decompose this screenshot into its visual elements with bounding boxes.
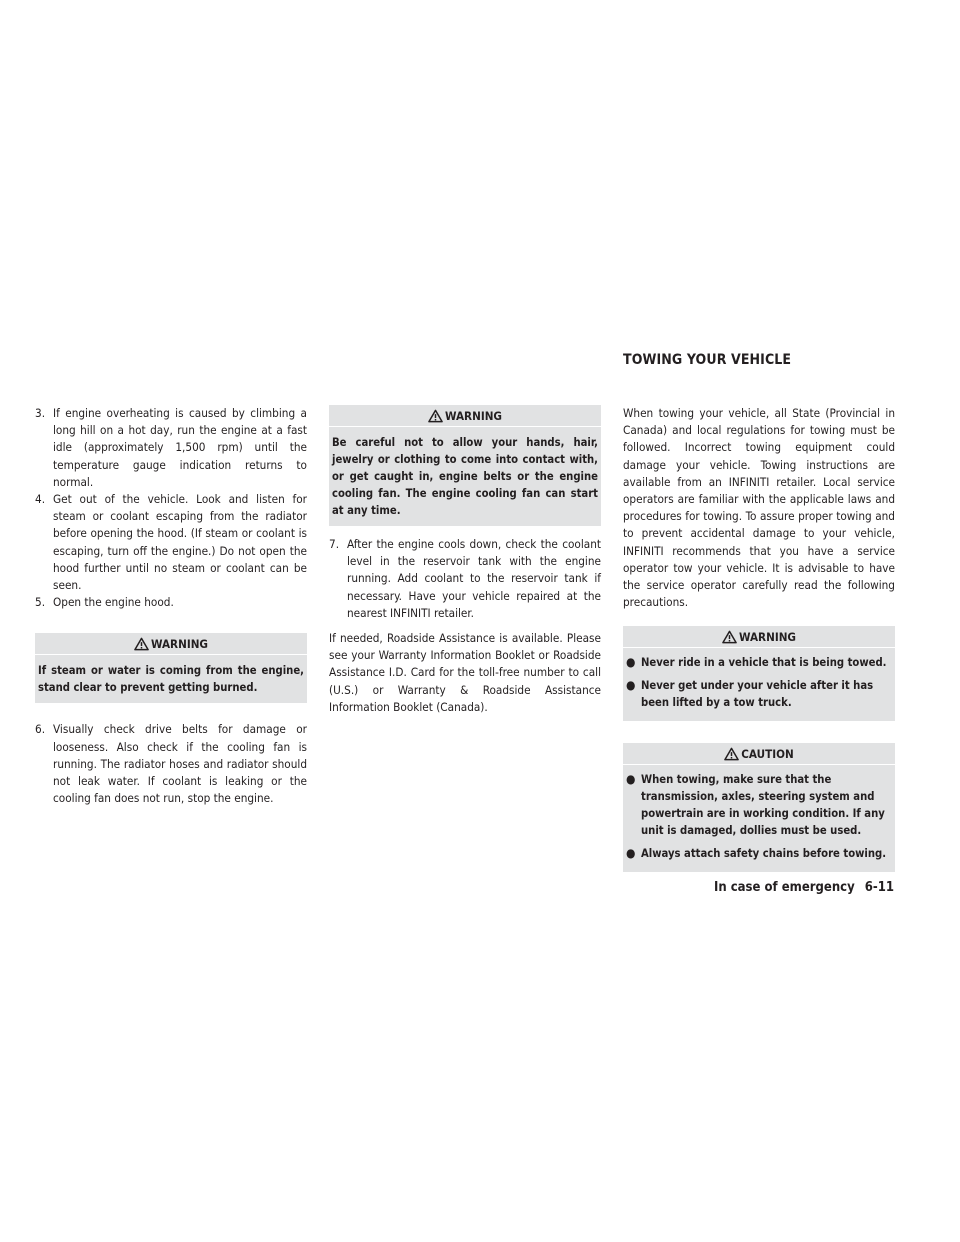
bullet: ● bbox=[626, 772, 636, 787]
step-number: 5. bbox=[35, 595, 46, 610]
caution-list bbox=[623, 765, 895, 872]
warning-title: WARNING bbox=[445, 408, 502, 423]
bullet: ● bbox=[626, 678, 636, 693]
column-2 bbox=[329, 405, 601, 716]
caution-title: CAUTION bbox=[741, 746, 794, 761]
list-item bbox=[626, 845, 892, 862]
step-text: If engine overheating is caused by climbing a long hill on a hot day, run the engine at a fast idle (approximately 1,500 rpm) until the temperature gauge indication returns to normal. bbox=[53, 406, 307, 489]
bullet: ● bbox=[626, 655, 636, 670]
page-number: 6-11 bbox=[864, 880, 894, 895]
step-7 bbox=[329, 536, 601, 622]
caution-box bbox=[623, 743, 895, 872]
list-item-text: When towing, make sure that the transmission, axles, steering system and powertrain are in working condition. If any unit is damaged, dollies must be used. bbox=[641, 773, 885, 838]
warning-title: WARNING bbox=[151, 636, 208, 651]
step-text: Open the engine hood. bbox=[53, 595, 174, 610]
warning-header bbox=[35, 633, 307, 654]
warning-list bbox=[623, 648, 895, 721]
list-item bbox=[626, 654, 892, 671]
warning-box bbox=[35, 633, 307, 703]
step-5 bbox=[35, 594, 307, 611]
warning-triangle-icon bbox=[428, 409, 443, 423]
caution-header bbox=[623, 743, 895, 764]
bullet: ● bbox=[626, 846, 636, 861]
column-1 bbox=[35, 405, 307, 807]
step-4 bbox=[35, 491, 307, 594]
page-footer bbox=[714, 880, 894, 895]
warning-header bbox=[329, 405, 601, 426]
step-6 bbox=[35, 721, 307, 807]
step-text: Get out of the vehicle. Look and listen for steam or coolant escaping from the radiator before opening the hood. (If steam or coolant is escaping, turn off the engine.) Do not open the hood further until no steam or coolant can be seen. bbox=[53, 492, 307, 593]
list-item bbox=[626, 771, 892, 839]
chapter-title: In case of emergency bbox=[713, 880, 855, 895]
warning-text: Be careful not to allow your hands, hair, jewelry or clothing to come into contact with, or get caught in, engine belts or the engine cooling fan. The engine cooling fan can start at any time. bbox=[332, 436, 598, 517]
warning-box bbox=[329, 405, 601, 526]
list-item-text: Always attach safety chains before towing. bbox=[641, 847, 887, 861]
warning-box bbox=[623, 626, 895, 721]
column-3 bbox=[623, 405, 895, 872]
warning-triangle-icon bbox=[722, 630, 737, 644]
warning-header bbox=[623, 626, 895, 647]
towing-intro-paragraph: When towing your vehicle, all State (Provincial in Canada) and local regulations for towing must be followed. Incorrect towing equipment could damage your vehicle. Towing instructions are available from an INFINITI retailer. Local service operators are familiar with the applicable laws and procedures for towing. To assure proper towing and to prevent accidental damage to your vehicle, INFINITI recommends that you have a service operator tow your vehicle. It is advisable to have the service operator carefully read the following precautions. bbox=[623, 406, 895, 610]
roadside-assistance-paragraph: If needed, Roadside Assistance is available. Please see your Warranty Information Booklet or Roadside Assistance I.D. Card for the toll-free number to call (U.S.) or Warranty & Roadside Assistance Information Booklet (Canada). bbox=[329, 631, 601, 714]
step-number: 3. bbox=[35, 406, 46, 420]
warning-title: WARNING bbox=[739, 629, 796, 644]
step-text: Visually check drive belts for damage or looseness. Also check if the cooling fan is running. The radiator hoses and radiator should not leak water. If coolant is leaking or the cooling fan does not run, stop the engine. bbox=[53, 722, 307, 806]
step-number: 4. bbox=[35, 492, 46, 507]
step-number: 6. bbox=[35, 722, 46, 737]
warning-triangle-icon bbox=[134, 637, 149, 651]
list-item-text: Never get under your vehicle after it has been lifted by a tow truck. bbox=[641, 679, 874, 710]
list-item bbox=[626, 677, 892, 711]
caution-triangle-icon bbox=[724, 747, 739, 761]
section-heading: TOWING YOUR VEHICLE bbox=[623, 352, 792, 368]
step-text: After the engine cools down, check the coolant level in the reservoir tank with the engine running. Add coolant to the reservoir tank if necessary. Have your vehicle repaired at the nearest INFINITI retailer. bbox=[347, 537, 601, 620]
step-3 bbox=[35, 405, 307, 491]
step-number: 7. bbox=[329, 537, 340, 551]
list-item-text: Never ride in a vehicle that is being towed. bbox=[641, 656, 887, 670]
warning-text: If steam or water is coming from the engine, stand clear to prevent getting burned. bbox=[38, 664, 304, 695]
